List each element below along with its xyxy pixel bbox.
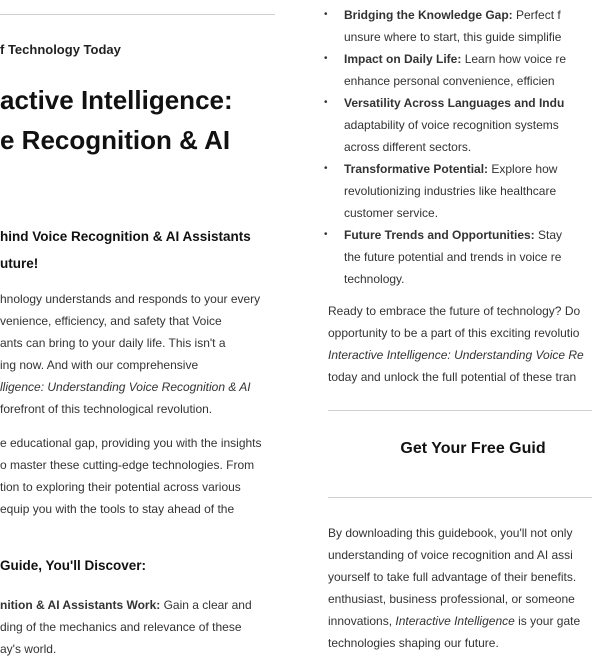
cta-top-divider — [328, 410, 592, 411]
top-divider — [0, 14, 275, 15]
discover-heading: Guide, You'll Discover: — [0, 558, 146, 573]
list-item: • Bridging the Knowledge Gap: Perfect f unsure where to start, this guide simplifie — [324, 8, 562, 44]
cta-heading: Get Your Free Guid — [400, 440, 546, 457]
list-item: • Versatility Across Languages and Indu adaptability of voice recognition systems across different sectors. — [324, 96, 565, 154]
list-item: • Impact on Daily Life: Learn how voice re enhance personal convenience, efficien — [324, 52, 567, 88]
section-heading-line-1: hind Voice Recognition & AI Assistants — [0, 229, 251, 244]
right-column — [304, 0, 592, 665]
discover-list — [324, 4, 592, 290]
title-line-1: active Intelligence: — [0, 85, 233, 115]
download-paragraph: By downloading this guidebook, you'll not only understanding of voice recognition and AI assi yourself to take full advantage of their benefits. enthusiast, business professional, or someone innovations, Interactive Intelligence is your gate technologies shaping our future. — [328, 526, 581, 650]
discover-item-1: nition & AI Assistants Work: Gain a clear and ding of the mechanics and relevance of these ay's world. — [0, 598, 252, 656]
left-column — [0, 0, 288, 665]
list-item: • Transformative Potential: Explore how revolutionizing industries like healthcare customer service. — [324, 162, 558, 220]
guide-title-italic: Interactive Intelligence: Understanding Voice Re — [328, 348, 584, 362]
guide-title-italic: lligence: Understanding Voice Recognition & AI — [0, 380, 251, 394]
section-heading-line-2: uture! — [0, 256, 39, 271]
intro-paragraph: hnology understands and responds to your every venience, efficiency, and safety that Voice ants can bring to your daily life. This isn't a ing now. And with our comprehensive lligence: Understanding Voice Recognition & AI forefront of this technological revolution. — [0, 292, 261, 416]
gap-paragraph: e educational gap, providing you with the insights o master these cutting-edge technologies. From tion to exploring their potential across various equip you with the tools to stay ahead of the — [0, 436, 262, 516]
subtitle: f Technology Today — [0, 42, 121, 57]
ready-paragraph: Ready to embrace the future of technology? Do opportunity to be a part of this exciting revolutio Interactive Intelligence: Understanding Voice Re today and unlock the full potential of these tran — [328, 304, 584, 384]
cta-bottom-divider — [328, 497, 592, 498]
list-item: • Future Trends and Opportunities: Stay the future potential and trends in voice re technology. — [324, 228, 563, 286]
title-line-2: e Recognition & AI — [0, 125, 231, 155]
guide-title-italic: Interactive Intelligence — [395, 614, 515, 628]
